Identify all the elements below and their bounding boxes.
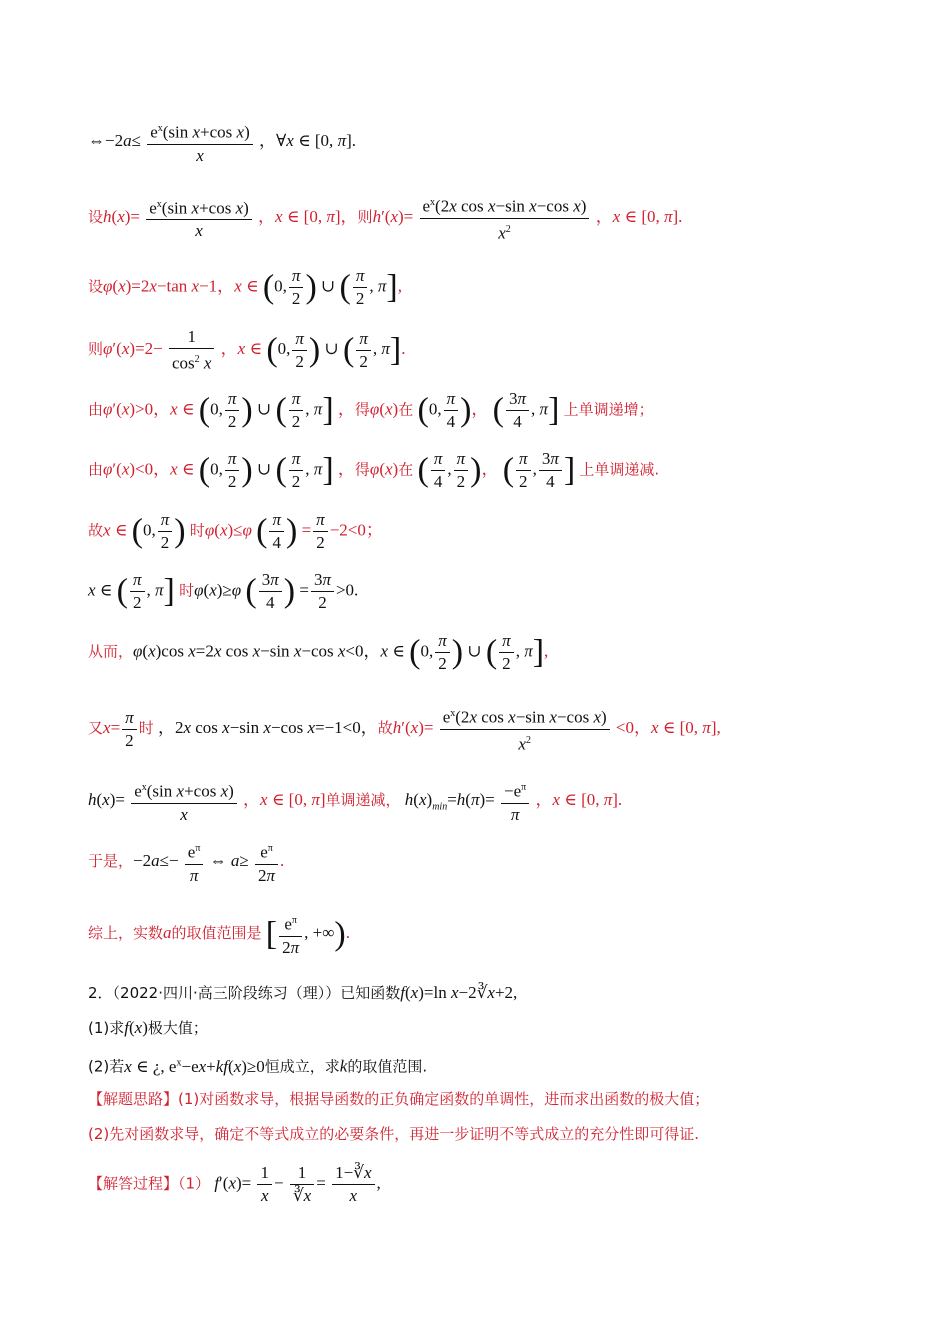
line-12: 于是，−2a≤− $\frac{e^\pi}{\pi}$ ⇔ a≥ $\frac{e^\pi}{2\pi}$ . <box>88 838 284 887</box>
line-11: h(x)= $\frac{e^x(\sin x+\cos x)}{x}$ ，x ∈ [0, π]单调递减， $h(x)_{min}=h(\pi)=$ $\frac{-e^\pi}{\pi}$ ，x ∈ [0, π]. <box>88 777 622 826</box>
question-1: (1)求f(x)极大值； <box>88 1018 208 1037</box>
line-1: ⇔−2a≤ $\frac{e^x(\sin x+\cos x)}{x}$ ，∀x ∈ [0, π]. <box>88 118 356 167</box>
question-2: (2)若x ∈ ¿, $e^x-ex+kf(x)\ge 0$恒成立，求k的取值范围. <box>88 1056 428 1076</box>
line-7: 故x ∈ (0, $\frac{\pi}{2}$ ) 时φ(x)≤φ ( $\frac{\pi}{4}$ ) = $\frac{\pi}{2}$ −2<0； <box>88 510 383 552</box>
line-2: 设h(x)= $\frac{e^x(\sin x+\cos x)}{x}$ ，x ∈ [0, π]，则h′(x)= $\frac{e^x(2x \cos x-\sin x-\cos x)}{x^2}$ ，x ∈ [0, π]. <box>88 192 682 244</box>
problem-stem: 2．（2022·四川·高三阶段练习（理））已知函数f(x)=ln x−2∛x+2, <box>88 983 518 1002</box>
line-6: 由φ′(x)<0，x ∈ (0, $\frac{\pi}{2}$ ) ∪ ( $\frac{\pi}{2}$ , π] ，得φ(x)在 ( $\frac{\pi}{4}$ , $\frac{\pi}{2}$ )， ( $\frac{\pi}{2}$ , $\frac{3\pi}{4}$ ] 上单调递减. <box>88 449 660 491</box>
line-13: 综上，实数a的取值范围是 [ $\frac{e^\pi}{2\pi}$ , +∞). <box>88 910 350 959</box>
line-4: 则φ′(x)=2− $\frac{1}{\cos^2 x}$ ，x ∈ (0, $\frac{\pi}{2}$ ) ∪ ( $\frac{\pi}{2}$ , π]. <box>88 327 406 373</box>
line-5: 由φ′(x)>0，x ∈ (0, $\frac{\pi}{2}$ ) ∪ ( $\frac{\pi}{2}$ , π] ，得φ(x)在 (0, $\frac{\pi}{4}$ )， ( $\frac{3\pi}{4}$ , π] 上单调递增； <box>88 389 654 431</box>
solution-idea-2: (2)先对函数求导，确定不等式成立的必要条件，再进一步证明不等式成立的充分性即可得证. <box>88 1125 700 1143</box>
line-8: x ∈ ( $\frac{\pi}{2}$ , π] 时φ(x)≥φ ( $\frac{3\pi}{4}$ ) = $\frac{3\pi}{2}$ >0. <box>88 570 359 612</box>
line-9: 从而，φ(x)cos x=2x cos x−sin x−cos x<0，x ∈ (0, $\frac{\pi}{2}$ ) ∪ ( $\frac{\pi}{2}$ , π], <box>88 631 549 673</box>
solution-process: 【解答过程】（1） f′(x)= $\frac{1}{x}$ − $\frac{1}{∛x}$ = $\frac{1-∛x}{x}$ , <box>88 1163 381 1205</box>
line-10: 又x= $\frac{\pi}{2}$ 时 ，2x cos x−sin x−cos x=−1<0，故h′(x)= $\frac{e^x(2x \cos x-\sin x-\cos x)}{x^2}$ <0，x ∈ [0, π], <box>88 703 721 755</box>
line-3: 设φ(x)=2x−tan x−1，x ∈ (0, $\frac{\pi}{2}$ ) ∪ ( $\frac{\pi}{2}$ , π], <box>88 266 402 308</box>
solution-idea-1: 【解题思路】(1)对函数求导，根据导函数的正负确定函数的单调性，进而求出函数的极大值； <box>88 1090 710 1108</box>
